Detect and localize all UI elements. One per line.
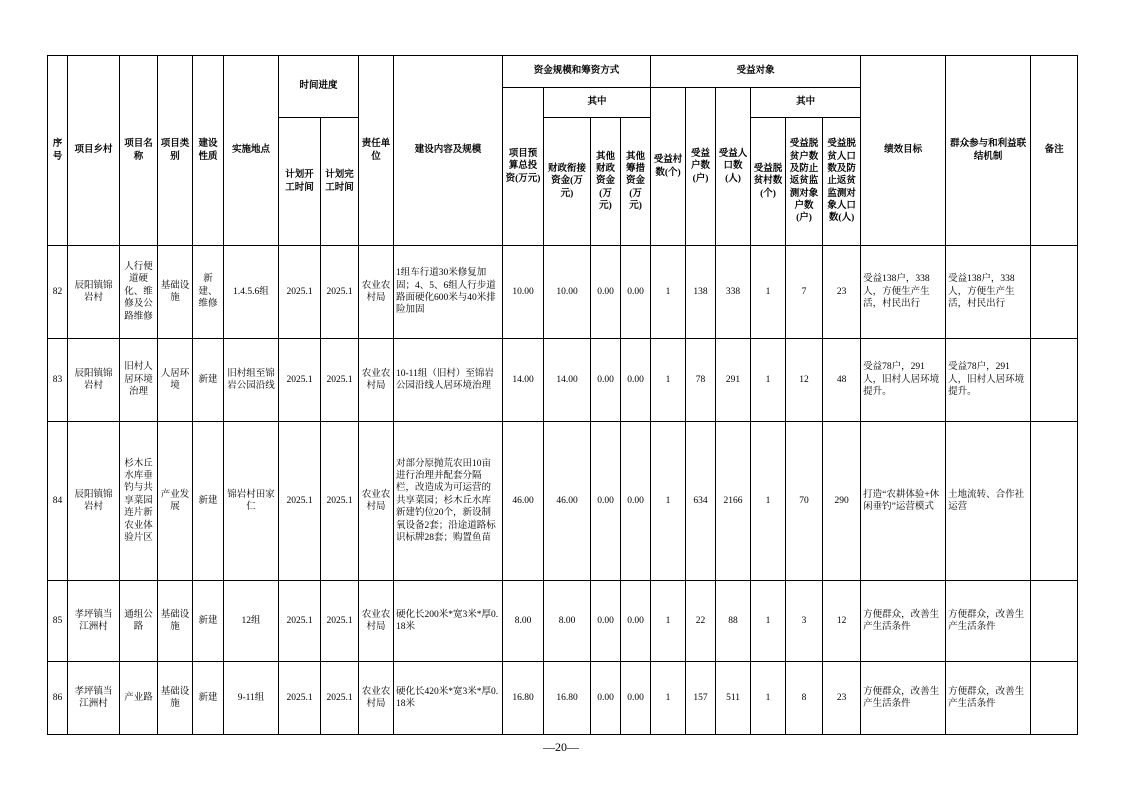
cell-other-fiscal: 0.00 xyxy=(591,339,621,422)
cell-poor-households: 3 xyxy=(786,581,823,662)
cell-performance: 受益78户，291人，旧村人居环境提升。 xyxy=(861,339,946,422)
cell-fiscal: 46.00 xyxy=(544,422,591,581)
header-fiscal-link: 财政衔接资金(万元) xyxy=(544,118,591,246)
header-poor-villages: 受益脱贫村数(个) xyxy=(751,118,786,246)
cell-remark xyxy=(1031,581,1078,662)
cell-category: 人居环境 xyxy=(158,339,193,422)
cell-other-raise: 0.00 xyxy=(621,339,651,422)
cell-seq: 84 xyxy=(48,422,68,581)
cell-poor-villages: 1 xyxy=(751,339,786,422)
cell-unit: 农业农村局 xyxy=(359,339,394,422)
table-row xyxy=(48,581,1078,662)
header-fund-group: 资金规模和筹资方式 xyxy=(503,56,651,88)
cell-start: 2025.1 xyxy=(279,339,321,422)
cell-participation: 受益78户，291人，旧村人居环境提升。 xyxy=(946,339,1031,422)
cell-poor-people: 12 xyxy=(823,581,861,662)
cell-unit: 农业农村局 xyxy=(359,246,394,339)
cell-other-fiscal: 0.00 xyxy=(591,246,621,339)
cell-fiscal: 16.80 xyxy=(544,662,591,735)
cell-performance: 方便群众，改善生产生活条件 xyxy=(861,662,946,735)
table-row xyxy=(48,246,1078,339)
cell-location: 12组 xyxy=(224,581,279,662)
cell-poor-households: 12 xyxy=(786,339,823,422)
cell-nature: 新建、维修 xyxy=(193,246,224,339)
cell-people: 2166 xyxy=(716,422,751,581)
cell-other-fiscal: 0.00 xyxy=(591,662,621,735)
cell-category: 基础设施 xyxy=(158,246,193,339)
cell-location: 9-11组 xyxy=(224,662,279,735)
cell-performance: 受益138户，338人，方便生产生活，村民出行 xyxy=(861,246,946,339)
header-total-invest: 项目预算总投资(万元) xyxy=(503,88,544,246)
cell-end: 2025.1 xyxy=(321,422,359,581)
header-other-raise: 其他筹措资金(万元) xyxy=(621,118,651,246)
cell-people: 88 xyxy=(716,581,751,662)
cell-poor-villages: 1 xyxy=(751,581,786,662)
cell-people: 338 xyxy=(716,246,751,339)
cell-fiscal: 10.00 xyxy=(544,246,591,339)
header-unit: 责任单位 xyxy=(359,56,394,246)
cell-seq: 86 xyxy=(48,662,68,735)
cell-category: 基础设施 xyxy=(158,662,193,735)
cell-poor-villages: 1 xyxy=(751,662,786,735)
cell-seq: 85 xyxy=(48,581,68,662)
cell-remark xyxy=(1031,246,1078,339)
header-seq: 序号 xyxy=(48,56,68,246)
cell-content: 10-11组（旧村）至锦岩公园沿线人居环境治理 xyxy=(394,339,503,422)
cell-category: 基础设施 xyxy=(158,581,193,662)
cell-end: 2025.1 xyxy=(321,339,359,422)
cell-township: 辰阳镇锦岩村 xyxy=(68,246,120,339)
cell-other-fiscal: 0.00 xyxy=(591,581,621,662)
header-category: 项目类别 xyxy=(158,56,193,246)
cell-participation: 方便群众，改善生产生活条件 xyxy=(946,581,1031,662)
cell-people: 291 xyxy=(716,339,751,422)
cell-households: 157 xyxy=(686,662,716,735)
cell-township: 孝坪镇当江洲村 xyxy=(68,662,120,735)
cell-total: 16.80 xyxy=(503,662,544,735)
cell-villages: 1 xyxy=(651,662,686,735)
cell-content: 硬化长420米*宽3米*厚0.18米 xyxy=(394,662,503,735)
header-row-1 xyxy=(48,56,1078,88)
cell-fiscal: 8.00 xyxy=(544,581,591,662)
cell-households: 78 xyxy=(686,339,716,422)
cell-end: 2025.1 xyxy=(321,662,359,735)
cell-participation: 土地流转、合作社运营 xyxy=(946,422,1031,581)
cell-unit: 农业农村局 xyxy=(359,422,394,581)
header-project-name: 项目名称 xyxy=(120,56,158,246)
cell-project-name: 通组公路 xyxy=(120,581,158,662)
cell-township: 辰阳镇锦岩村 xyxy=(68,339,120,422)
table-row xyxy=(48,339,1078,422)
cell-township: 孝坪镇当江洲村 xyxy=(68,581,120,662)
cell-nature: 新建 xyxy=(193,662,224,735)
cell-other-raise: 0.00 xyxy=(621,246,651,339)
header-benefit-group: 受益对象 xyxy=(651,56,861,88)
cell-start: 2025.1 xyxy=(279,662,321,735)
header-content: 建设内容及规模 xyxy=(394,56,503,246)
header-people-n: 受益人口数(人) xyxy=(716,88,751,246)
cell-location: 旧村组至锦岩公园沿线 xyxy=(224,339,279,422)
page-number: —20— xyxy=(543,740,579,754)
cell-nature: 新建 xyxy=(193,339,224,422)
cell-seq: 83 xyxy=(48,339,68,422)
cell-performance: 方便群众，改善生产生活条件 xyxy=(861,581,946,662)
cell-nature: 新建 xyxy=(193,581,224,662)
cell-poor-people: 290 xyxy=(823,422,861,581)
cell-unit: 农业农村局 xyxy=(359,581,394,662)
cell-participation: 方便群众，改善生产生活条件 xyxy=(946,662,1031,735)
cell-people: 511 xyxy=(716,662,751,735)
cell-start: 2025.1 xyxy=(279,422,321,581)
cell-poor-people: 23 xyxy=(823,662,861,735)
cell-township: 辰阳镇锦岩村 xyxy=(68,422,120,581)
cell-villages: 1 xyxy=(651,246,686,339)
header-villages-n: 受益村数(个) xyxy=(651,88,686,246)
table-row xyxy=(48,662,1078,735)
header-end: 计划完工时间 xyxy=(321,118,359,246)
header-performance: 绩效目标 xyxy=(861,56,946,246)
header-remark: 备注 xyxy=(1031,56,1078,246)
cell-start: 2025.1 xyxy=(279,246,321,339)
cell-remark xyxy=(1031,339,1078,422)
cell-remark xyxy=(1031,422,1078,581)
cell-project-name: 人行便道硬化、维修及公路维修 xyxy=(120,246,158,339)
cell-other-raise: 0.00 xyxy=(621,662,651,735)
cell-other-raise: 0.00 xyxy=(621,581,651,662)
header-households-n: 受益户数(户) xyxy=(686,88,716,246)
table-row xyxy=(48,422,1078,581)
cell-remark xyxy=(1031,662,1078,735)
cell-nature: 新建 xyxy=(193,422,224,581)
cell-location: 锦岩村田家仁 xyxy=(224,422,279,581)
cell-poor-households: 7 xyxy=(786,246,823,339)
cell-households: 138 xyxy=(686,246,716,339)
cell-other-raise: 0.00 xyxy=(621,422,651,581)
cell-project-name: 旧村人居环境治理 xyxy=(120,339,158,422)
header-participation: 群众参与和利益联结机制 xyxy=(946,56,1031,246)
header-poor-households: 受益脱贫户数及防止返贫监测对象户数(户) xyxy=(786,118,823,246)
cell-total: 8.00 xyxy=(503,581,544,662)
cell-location: 1.4.5.6组 xyxy=(224,246,279,339)
header-fund-among: 其中 xyxy=(544,88,651,118)
cell-total: 46.00 xyxy=(503,422,544,581)
header-time-group: 时间进度 xyxy=(279,56,359,118)
cell-fiscal: 14.00 xyxy=(544,339,591,422)
cell-participation: 受益138户，338人，方便生产生活，村民出行 xyxy=(946,246,1031,339)
cell-households: 634 xyxy=(686,422,716,581)
header-nature: 建设性质 xyxy=(193,56,224,246)
cell-content: 硬化长200米*宽3米*厚0.18米 xyxy=(394,581,503,662)
header-location: 实施地点 xyxy=(224,56,279,246)
header-start: 计划开工时间 xyxy=(279,118,321,246)
header-poor-people: 受益脱贫人口数及防止返贫监测对象人口数(人) xyxy=(823,118,861,246)
cell-project-name: 杉木丘水库垂钓与共享菜园连片新农业体验片区 xyxy=(120,422,158,581)
cell-content: 1组车行道30米修复加固；4、5、6组人行步道路面硬化600米与40米排险加固 xyxy=(394,246,503,339)
cell-villages: 1 xyxy=(651,339,686,422)
cell-households: 22 xyxy=(686,581,716,662)
cell-villages: 1 xyxy=(651,422,686,581)
cell-poor-people: 48 xyxy=(823,339,861,422)
header-benefit-among: 其中 xyxy=(751,88,861,118)
cell-poor-villages: 1 xyxy=(751,422,786,581)
cell-performance: 打造“农耕体验+休闲垂钓”运营模式 xyxy=(861,422,946,581)
cell-other-fiscal: 0.00 xyxy=(591,422,621,581)
cell-seq: 82 xyxy=(48,246,68,339)
cell-unit: 农业农村局 xyxy=(359,662,394,735)
cell-poor-households: 8 xyxy=(786,662,823,735)
header-other-fiscal: 其他财政资金(万元) xyxy=(591,118,621,246)
cell-category: 产业发展 xyxy=(158,422,193,581)
cell-total: 14.00 xyxy=(503,339,544,422)
cell-end: 2025.1 xyxy=(321,581,359,662)
cell-content: 对部分原抛荒农田10亩进行治理并配套分隔栏，改造成为可运营的共享菜园；杉木丘水库新建钓位20个，新设制氧设备2套；沿途道路标识标牌28套；购置鱼苗 xyxy=(394,422,503,581)
cell-villages: 1 xyxy=(651,581,686,662)
cell-project-name: 产业路 xyxy=(120,662,158,735)
cell-start: 2025.1 xyxy=(279,581,321,662)
cell-poor-households: 70 xyxy=(786,422,823,581)
header-township: 项目乡村 xyxy=(68,56,120,246)
project-table xyxy=(47,55,1078,735)
cell-end: 2025.1 xyxy=(321,246,359,339)
cell-poor-people: 23 xyxy=(823,246,861,339)
cell-poor-villages: 1 xyxy=(751,246,786,339)
cell-total: 10.00 xyxy=(503,246,544,339)
